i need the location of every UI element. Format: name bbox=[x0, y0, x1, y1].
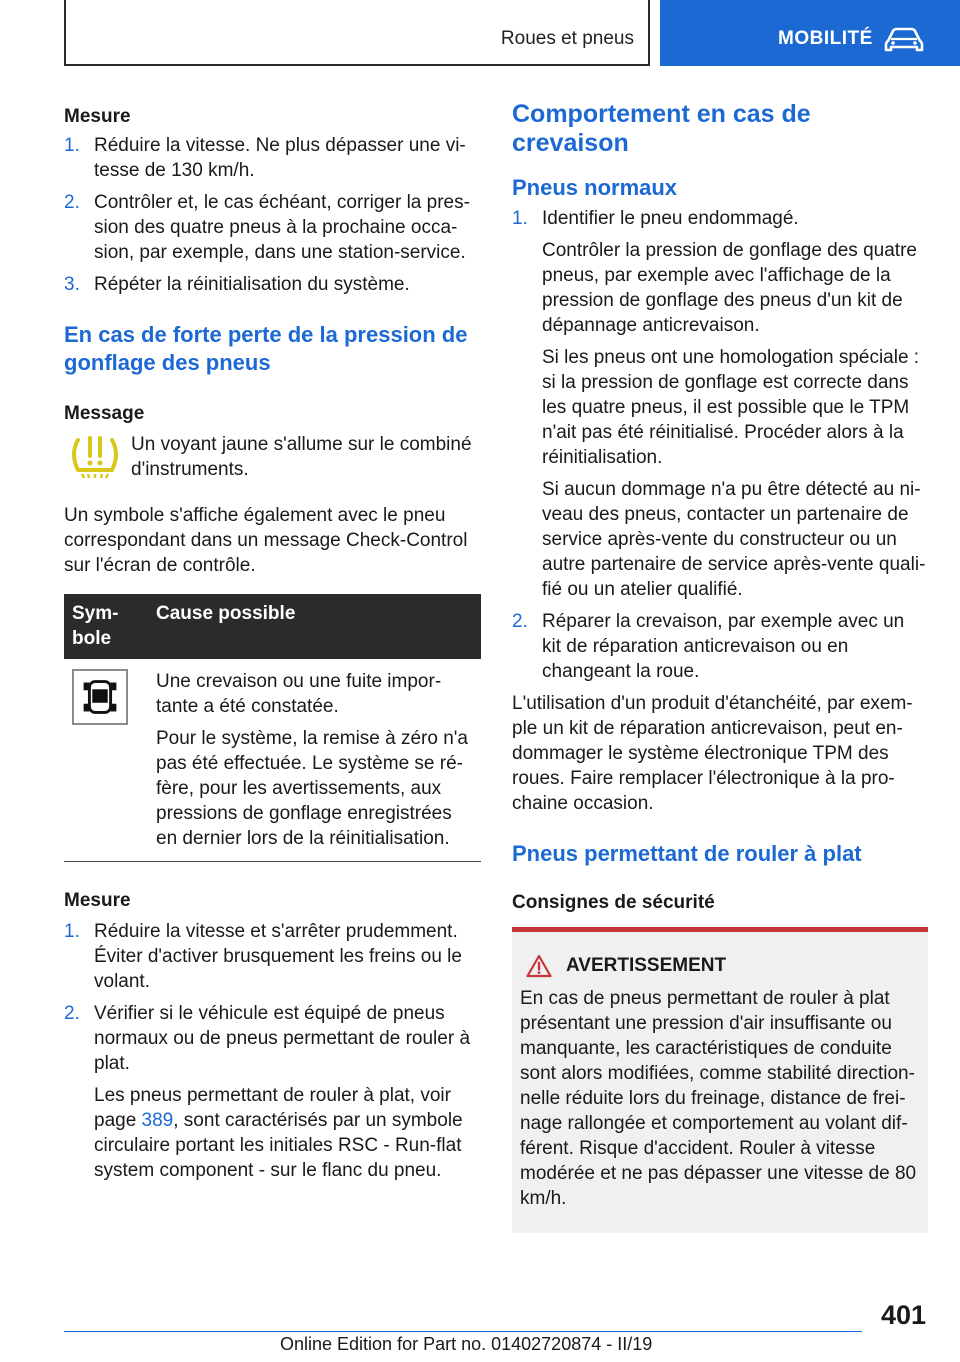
warning-box bbox=[512, 927, 928, 1233]
list-item: 1. Réduire la vitesse et s'arrêter prudemment. Éviter d'activer brusquement les freins ou le volant. bbox=[64, 921, 462, 992]
list-item: 2. Réparer la crevaison, par exemple avec un kit de réparation anticrevaison ou en changeant la roue. bbox=[512, 611, 905, 682]
measure-steps bbox=[64, 133, 481, 297]
footer-divider bbox=[64, 1331, 862, 1332]
page-link[interactable]: 389 bbox=[141, 1110, 174, 1131]
step-detail: Si les pneus ont une homologation spéciale : si la pression de gonflage est correcte dans les quatre pneus, il est possible que le TPM n'ait pas été réinitialisé. Procéder alors à la réinitialisation. bbox=[542, 347, 920, 468]
message-title: Message bbox=[64, 403, 145, 424]
measure-steps bbox=[64, 919, 481, 1183]
page-number: 401 bbox=[880, 1300, 926, 1330]
header-category-tab[interactable] bbox=[660, 0, 960, 66]
list-item: 2. Vérifier si le véhicule est équipé de pneus normaux ou de pneus permettant de rouler à plat. Les pneus permettant de rouler à plat, voir page 389, sont caractérisés par un symbole circulaire portant les initiales RSC - Run-flat system component - sur le flanc du pneu. bbox=[64, 1001, 481, 1183]
table-header-cause: Cause possible bbox=[148, 594, 481, 659]
table-cell-symbol bbox=[64, 659, 148, 862]
sealant-text: L'utilisation d'un produit d'étanchéité, par exemple un kit de réparation anticrevaison, peut endommager le système électronique TPM des roues. Faire remplacer l'électronique à la prochaine occasion. bbox=[512, 693, 913, 814]
table-header-row bbox=[64, 594, 481, 659]
list-item: 1. Identifier le pneu endommagé. Contrôler la pression de gonflage des quatre pneus, par exemple avec l'affichage de la pression de gonflage des pneus d'un kit de dépannage anticrevaison. Si les pneus ont une homologation spéciale : si la pression de gonflage est correcte dans les quatre pneus, il est possible que le TPM n'ait pas été réinitialisé. Procéder alors à la réinitialisation. Si aucun dommage n'a pu être détecté au niveau des pneus, contacter un partenaire de service après-vente du constructeur ou un autre partenaire de service après-vente qualifié ou un atelier qualifié. bbox=[512, 206, 928, 602]
message-text: Un voyant jaune s'allume sur le combiné d'instruments. bbox=[131, 434, 472, 480]
runflat-info: Les pneus permettant de rouler à plat, voir page 389, sont caractérisés par un symbole circulaire portant les initiales RSC - Run-flat system component - sur le flanc du pneu. bbox=[94, 1085, 463, 1181]
subsection-heading-normal-tires: Pneus normaux bbox=[512, 175, 678, 200]
measure-title: Mesure bbox=[64, 890, 131, 911]
symbol-text: Un symbole s'affiche également avec le pneu correspondant dans un message Check-Control sur l'écran de contrôle. bbox=[64, 505, 468, 576]
message-block bbox=[64, 432, 481, 482]
warning-text: En cas de pneus permettant de rouler à plat présentant une pression d'air insuffisante ou manquante, les caractéristiques de conduite sont alors modifiées, comme stabilité directionnelle réduite lors du freinage, distance de freinage rallongée et comportement au volant différent. Risque d'accident. Rouler à vitesse modérée et ne pas dépasser une vitesse de 80 km/h. bbox=[520, 988, 917, 1209]
section-heading-flat-tire: Comportement en cas de crevaison bbox=[512, 100, 811, 157]
subsection-heading-runflat: Pneus permettant de rouler à plat bbox=[512, 841, 862, 866]
normal-tire-steps bbox=[512, 206, 928, 684]
car-tire-diagram-icon bbox=[72, 669, 128, 725]
step-detail: Si aucun dommage n'a pu être détecté au niveau des pneus, contacter un partenaire de service après-vente du constructeur ou un autre partenaire de service après-vente qualifié ou un atelier qualifié. bbox=[542, 479, 926, 600]
table-cell-cause bbox=[148, 659, 481, 862]
cause-text-2: Pour le système, la remise à zéro n'a pas été effectuée. Le système se réfère, pour les avertissements, aux pressions de gonflage enregistrées en dernier lors de la réinitialisation. bbox=[156, 728, 468, 849]
table-header-symbol: Symbole bbox=[64, 594, 148, 659]
footer-edition: Online Edition for Part no. 01402720874 - II/19 bbox=[280, 1334, 653, 1354]
table-row bbox=[64, 659, 481, 862]
left-column bbox=[64, 100, 481, 1183]
step-detail: Contrôler la pression de gonflage des quatre pneus, par exemple avec l'affichage de la pression de gonflage des pneus d'un kit de dépannage anticrevaison. bbox=[542, 240, 917, 336]
list-item: 1. Réduire la vitesse. Ne plus dépasser une vitesse de 130 km/h. bbox=[64, 135, 466, 181]
cause-text-1: Une crevaison ou une fuite importante a été constatée. bbox=[156, 671, 442, 717]
warning-title: AVERTISSEMENT bbox=[526, 954, 918, 978]
header-category-label: MOBILITÉ bbox=[778, 28, 873, 49]
header-section-title: Roues et pneus bbox=[500, 28, 634, 49]
symbol-table bbox=[64, 594, 481, 862]
section-heading-heavy-loss: En cas de forte perte de la pression de gonflage des pneus bbox=[64, 322, 468, 375]
measure-title: Mesure bbox=[64, 106, 131, 127]
header-section-box bbox=[64, 0, 650, 66]
safety-title: Consignes de sécurité bbox=[512, 892, 715, 913]
list-item: 2. Contrôler et, le cas échéant, corriger la pression des quatre pneus à la prochaine occasion, par exemple, dans une station-service. bbox=[64, 192, 470, 263]
tire-pressure-warning-icon bbox=[68, 432, 122, 480]
warning-triangle-icon bbox=[526, 954, 552, 978]
list-item: 3. Répéter la réinitialisation du système. bbox=[64, 274, 410, 295]
car-icon bbox=[884, 27, 924, 53]
right-column bbox=[512, 100, 928, 1233]
